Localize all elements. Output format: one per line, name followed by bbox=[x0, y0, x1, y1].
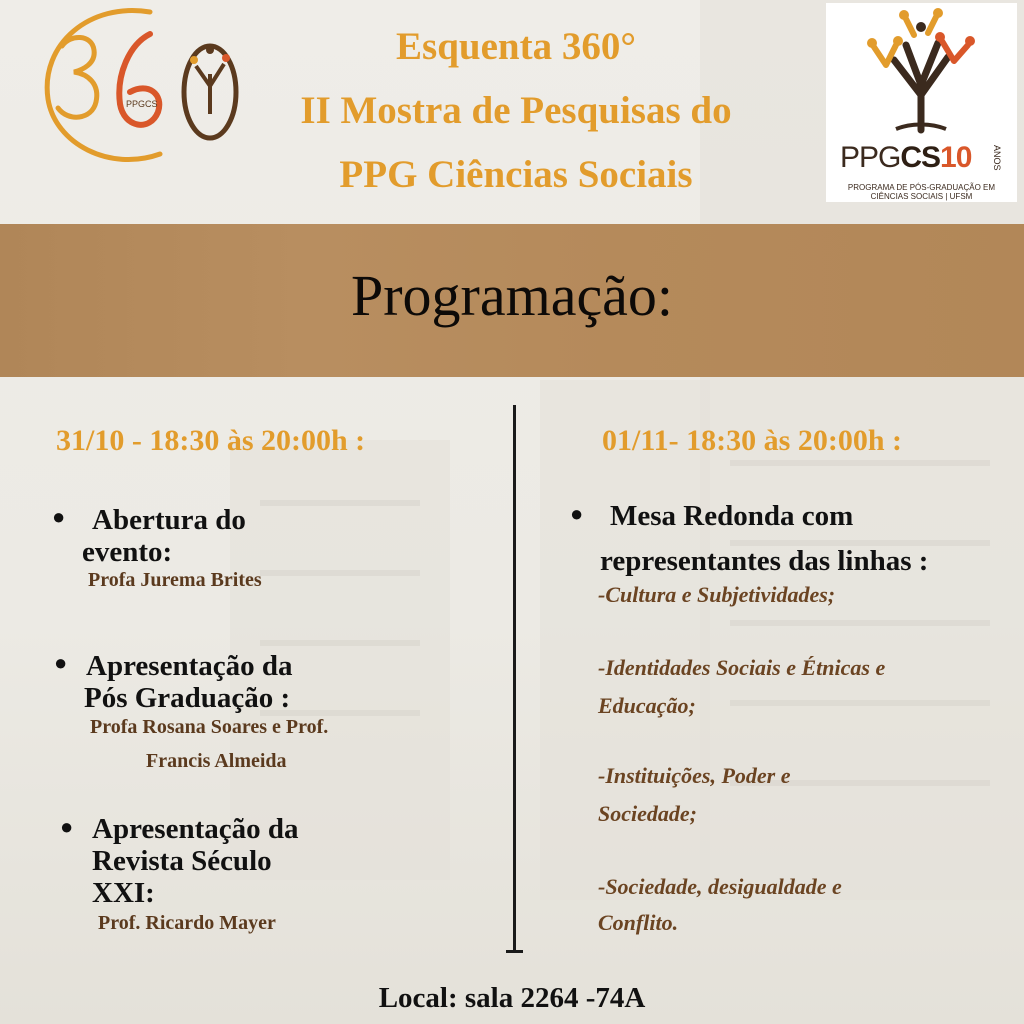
bullet-icon: ● bbox=[60, 814, 74, 839]
day1-item2-line2: Pós Graduação : bbox=[84, 682, 291, 714]
wordmark-anos: ANOS bbox=[992, 145, 1002, 171]
wordmark-ppg: PPG bbox=[840, 141, 901, 174]
day2-date: 01/11- 18:30 às 20:00h : bbox=[602, 424, 902, 457]
logo-ppgcs-small-text: PPGCS bbox=[126, 99, 158, 109]
day2-item-line1: Mesa Redonda com bbox=[610, 500, 854, 532]
programacao-title: Programação: bbox=[350, 263, 674, 328]
day1-item2-speaker2: Francis Almeida bbox=[146, 750, 287, 772]
event-location: Local: sala 2264 -74A bbox=[378, 982, 646, 1014]
day1-date: 31/10 - 18:30 às 20:00h : bbox=[56, 424, 366, 457]
research-line-3b: Sociedade; bbox=[598, 801, 697, 826]
wordmark-cs: CS bbox=[900, 141, 941, 174]
day1-item1-line2: evento: bbox=[82, 536, 173, 568]
research-line-2a: -Identidades Sociais e Étnicas e bbox=[598, 655, 886, 680]
research-line-4b: Conflito. bbox=[598, 910, 679, 935]
research-line-3a: -Instituições, Poder e bbox=[598, 763, 791, 788]
wordmark-10: 10 bbox=[940, 141, 972, 174]
ppgcs-10-anos-logo bbox=[826, 3, 1017, 202]
bullet-icon: ● bbox=[54, 650, 68, 675]
day1-item3-line3: XXI: bbox=[92, 877, 155, 909]
day1-item3-line2: Revista Século bbox=[92, 845, 272, 877]
title-line-3: PPG Ciências Sociais bbox=[339, 153, 693, 196]
day1-item2-line1: Apresentação da bbox=[86, 650, 293, 682]
header bbox=[0, 0, 1024, 222]
bullet-icon: ● bbox=[570, 501, 584, 526]
title-line-1: Esquenta 360° bbox=[396, 25, 636, 68]
day1-item1-line1: Abertura do bbox=[92, 504, 246, 536]
day1-item1-speaker: Profa Jurema Brites bbox=[88, 569, 262, 591]
bullet-icon: ● bbox=[52, 504, 66, 529]
tree-icon bbox=[856, 5, 986, 135]
logo-subtitle-2: CIÊNCIAS SOCIAIS | UFSM bbox=[870, 192, 973, 201]
ppgcs-wordmark bbox=[840, 141, 971, 175]
research-line-4a: -Sociedade, desigualdade e bbox=[598, 874, 842, 899]
logo-subtitle-1: PROGRAMA DE PÓS-GRADUAÇÃO EM bbox=[847, 183, 996, 192]
title-line-2: II Mostra de Pesquisas do bbox=[300, 89, 732, 132]
day1-item3-speaker: Prof. Ricardo Mayer bbox=[98, 912, 276, 934]
research-line-2b: Educação; bbox=[598, 693, 696, 718]
research-line-1: -Cultura e Subjetividades; bbox=[598, 582, 836, 607]
day1-item3-line1: Apresentação da bbox=[92, 813, 299, 845]
day1-item2-speaker1: Profa Rosana Soares e Prof. bbox=[90, 716, 329, 738]
column-divider-foot bbox=[506, 950, 523, 953]
column-divider bbox=[513, 405, 516, 953]
day2-item-line2: representantes das linhas : bbox=[600, 545, 929, 577]
